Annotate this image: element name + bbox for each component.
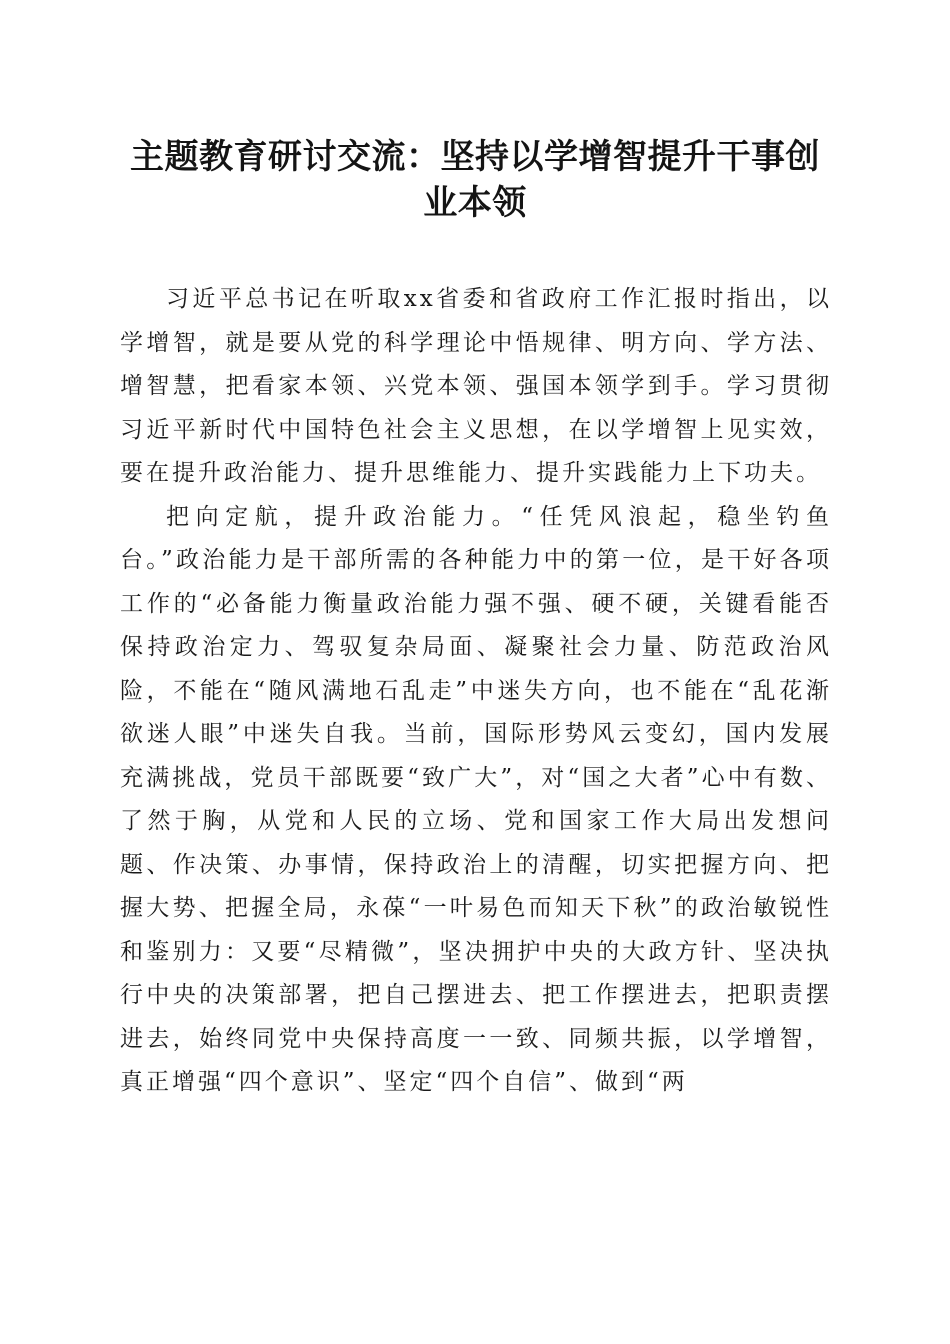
paragraph-political-ability: 把向定航，提升政治能力。“任凭风浪起，稳坐钓鱼台。”政治能力是干部所需的各种能力中的第一位，是干好各项工作的“必备能力衡量政治能力强不强、硬不硬，关键看能否保持政治定力、驾驭复杂局面、凝聚社会力量、防范政治风险，不能在“随风满地石乱走”中迷失方向，也不能在“乱花渐欲迷人眼”中迷失自我。当前，国际形势风云变幻，国内发展充满挑战，党员干部既要“致广大”，对“国之大者”心中有数、了然于胸，从党和人民的立场、党和国家工作大局出发想问题、作决策、办事情，保持政治上的清醒，切实把握方向、把握大势、把握全局，永葆“一叶易色而知天下秋”的政治敏锐性和鉴别力：又要“尽精微”，坚决拥护中央的大政方针、坚决执行中央的决策部署，把自己摆进去、把工作摆进去，把职责摆进去，始终同党中央保持高度一一致、同频共振，以学增智，真正增强“四个意识”、坚定“四个自信”、做到“两 — [120, 503, 832, 1095]
document-body — [120, 278, 832, 1105]
title-line-1: 主题教育研讨交流：坚持以学增智提升干事创 — [130, 137, 820, 177]
paragraph-intro: 习近平总书记在听取xx省委和省政府工作汇报时指出，以学增智，就是要从党的科学理论中悟规律、明方向、学方法、增智慧，把看家本领、兴党本领、强国本领学到手。学习贯彻习近平新时代中国特色社会主义思想，在以学增智上见实效，要在提升政治能力、提升思维能力、提升实践能力上下功夫。 — [120, 286, 832, 486]
title-line-2: 业本领 — [423, 183, 527, 223]
document-title — [110, 134, 840, 226]
